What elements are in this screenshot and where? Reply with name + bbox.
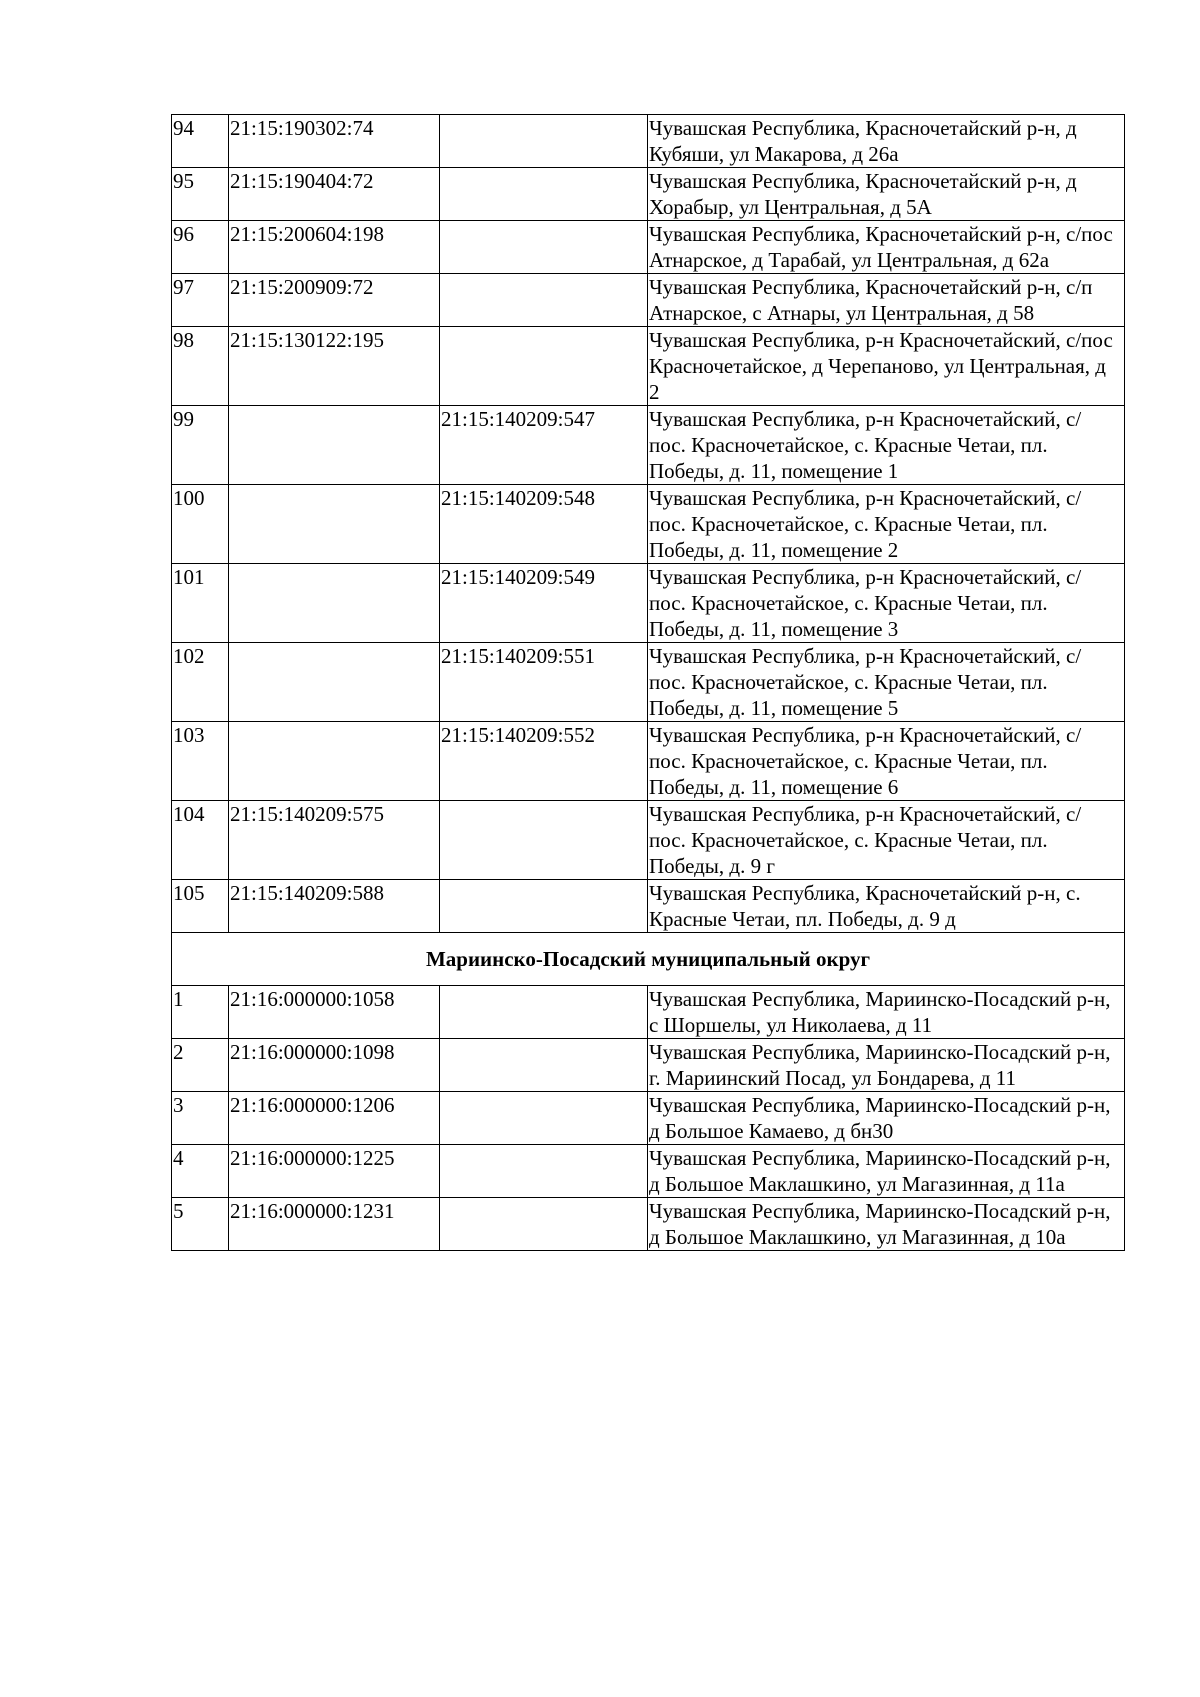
- row-number-cell: 102: [172, 643, 229, 722]
- row-number-cell: 1: [172, 986, 229, 1039]
- address-cell: Чувашская Республика, р-н Красночетайский, с/пос. Красночетайское, с. Красные Четаи, пл. Победы, д. 11, помещение 2: [648, 485, 1125, 564]
- address-cell: Чувашская Республика, Красночетайский р-н, д Кубяши, ул Макарова, д 26а: [648, 115, 1125, 168]
- room-cadastral-number-cell: 21:15:140209:551: [440, 643, 648, 722]
- table-row: [172, 986, 1125, 1039]
- row-number-cell: 98: [172, 327, 229, 406]
- table-row: [172, 564, 1125, 643]
- address-cell: Чувашская Республика, Мариинско-Посадский р-н, д Большое Маклашкино, ул Магазинная, д 10а: [648, 1198, 1125, 1251]
- table-row: [172, 880, 1125, 933]
- room-cadastral-number-cell: [440, 986, 648, 1039]
- row-number-cell: 94: [172, 115, 229, 168]
- room-cadastral-number-cell: [440, 168, 648, 221]
- room-cadastral-number-cell: [440, 1145, 648, 1198]
- table-row: [172, 327, 1125, 406]
- address-cell: Чувашская Республика, р-н Красночетайский, с/пос Красночетайское, д Черепаново, ул Центральная, д 2: [648, 327, 1125, 406]
- room-cadastral-number-cell: [440, 327, 648, 406]
- room-cadastral-number-cell: [440, 801, 648, 880]
- room-cadastral-number-cell: 21:15:140209:548: [440, 485, 648, 564]
- table-row: [172, 1039, 1125, 1092]
- table-row: [172, 485, 1125, 564]
- row-number-cell: 99: [172, 406, 229, 485]
- address-cell: Чувашская Республика, Мариинско-Посадский р-н, д Большое Камаево, д бн30: [648, 1092, 1125, 1145]
- address-cell: Чувашская Республика, р-н Красночетайский, с/пос. Красночетайское, с. Красные Четаи, пл. Победы, д. 11, помещение 1: [648, 406, 1125, 485]
- room-cadastral-number-cell: 21:15:140209:552: [440, 722, 648, 801]
- table-row: [172, 115, 1125, 168]
- cadastral-number-cell: 21:16:000000:1098: [229, 1039, 440, 1092]
- table-row: [172, 168, 1125, 221]
- row-number-cell: 104: [172, 801, 229, 880]
- property-table-body: [172, 115, 1125, 1251]
- table-row: [172, 643, 1125, 722]
- cadastral-number-cell: 21:16:000000:1225: [229, 1145, 440, 1198]
- address-cell: Чувашская Республика, Мариинско-Посадский р-н, с Шоршелы, ул Николаева, д 11: [648, 986, 1125, 1039]
- cadastral-number-cell: 21:15:200909:72: [229, 274, 440, 327]
- row-number-cell: 105: [172, 880, 229, 933]
- row-number-cell: 5: [172, 1198, 229, 1251]
- address-cell: Чувашская Республика, р-н Красночетайский, с/пос. Красночетайское, с. Красные Четаи, пл. Победы, д. 11, помещение 5: [648, 643, 1125, 722]
- room-cadastral-number-cell: [440, 1039, 648, 1092]
- table-row: [172, 1198, 1125, 1251]
- cadastral-number-cell: [229, 643, 440, 722]
- room-cadastral-number-cell: [440, 115, 648, 168]
- row-number-cell: 3: [172, 1092, 229, 1145]
- address-cell: Чувашская Республика, р-н Красночетайский, с/пос. Красночетайское, с. Красные Четаи, пл. Победы, д. 11, помещение 6: [648, 722, 1125, 801]
- table-row: [172, 801, 1125, 880]
- room-cadastral-number-cell: [440, 1092, 648, 1145]
- address-cell: Чувашская Республика, р-н Красночетайский, с/пос. Красночетайское, с. Красные Четаи, пл. Победы, д. 9 г: [648, 801, 1125, 880]
- cadastral-number-cell: 21:15:190302:74: [229, 115, 440, 168]
- cadastral-number-cell: 21:15:140209:575: [229, 801, 440, 880]
- section-title: Мариинско-Посадский муниципальный округ: [172, 933, 1125, 986]
- address-cell: Чувашская Республика, Красночетайский р-н, д Хорабыр, ул Центральная, д 5А: [648, 168, 1125, 221]
- address-cell: Чувашская Республика, р-н Красночетайский, с/пос. Красночетайское, с. Красные Четаи, пл. Победы, д. 11, помещение 3: [648, 564, 1125, 643]
- table-row: [172, 406, 1125, 485]
- row-number-cell: 101: [172, 564, 229, 643]
- table-row: [172, 1092, 1125, 1145]
- row-number-cell: 2: [172, 1039, 229, 1092]
- cadastral-number-cell: 21:15:130122:195: [229, 327, 440, 406]
- row-number-cell: 100: [172, 485, 229, 564]
- cadastral-number-cell: 21:16:000000:1058: [229, 986, 440, 1039]
- room-cadastral-number-cell: [440, 274, 648, 327]
- section-header-row: [172, 933, 1125, 986]
- row-number-cell: 4: [172, 1145, 229, 1198]
- cadastral-number-cell: [229, 564, 440, 643]
- table-row: [172, 1145, 1125, 1198]
- cadastral-number-cell: [229, 485, 440, 564]
- room-cadastral-number-cell: [440, 1198, 648, 1251]
- row-number-cell: 96: [172, 221, 229, 274]
- row-number-cell: 97: [172, 274, 229, 327]
- cadastral-number-cell: 21:16:000000:1231: [229, 1198, 440, 1251]
- room-cadastral-number-cell: [440, 221, 648, 274]
- room-cadastral-number-cell: 21:15:140209:547: [440, 406, 648, 485]
- table-row: [172, 722, 1125, 801]
- table-row: [172, 274, 1125, 327]
- room-cadastral-number-cell: [440, 880, 648, 933]
- address-cell: Чувашская Республика, Мариинско-Посадский р-н, г. Мариинский Посад, ул Бондарева, д 11: [648, 1039, 1125, 1092]
- address-cell: Чувашская Республика, Мариинско-Посадский р-н, д Большое Маклашкино, ул Магазинная, д 11а: [648, 1145, 1125, 1198]
- cadastral-number-cell: 21:15:200604:198: [229, 221, 440, 274]
- address-cell: Чувашская Республика, Красночетайский р-н, с/п Атнарское, с Атнары, ул Центральная, д 58: [648, 274, 1125, 327]
- row-number-cell: 95: [172, 168, 229, 221]
- address-cell: Чувашская Республика, Красночетайский р-н, с/пос Атнарское, д Тарабай, ул Центральная, д 62а: [648, 221, 1125, 274]
- room-cadastral-number-cell: 21:15:140209:549: [440, 564, 648, 643]
- address-cell: Чувашская Республика, Красночетайский р-н, с. Красные Четаи, пл. Победы, д. 9 д: [648, 880, 1125, 933]
- cadastral-number-cell: 21:16:000000:1206: [229, 1092, 440, 1145]
- cadastral-number-cell: [229, 722, 440, 801]
- property-table: [171, 114, 1125, 1251]
- row-number-cell: 103: [172, 722, 229, 801]
- cadastral-number-cell: 21:15:140209:588: [229, 880, 440, 933]
- cadastral-number-cell: 21:15:190404:72: [229, 168, 440, 221]
- table-row: [172, 221, 1125, 274]
- cadastral-number-cell: [229, 406, 440, 485]
